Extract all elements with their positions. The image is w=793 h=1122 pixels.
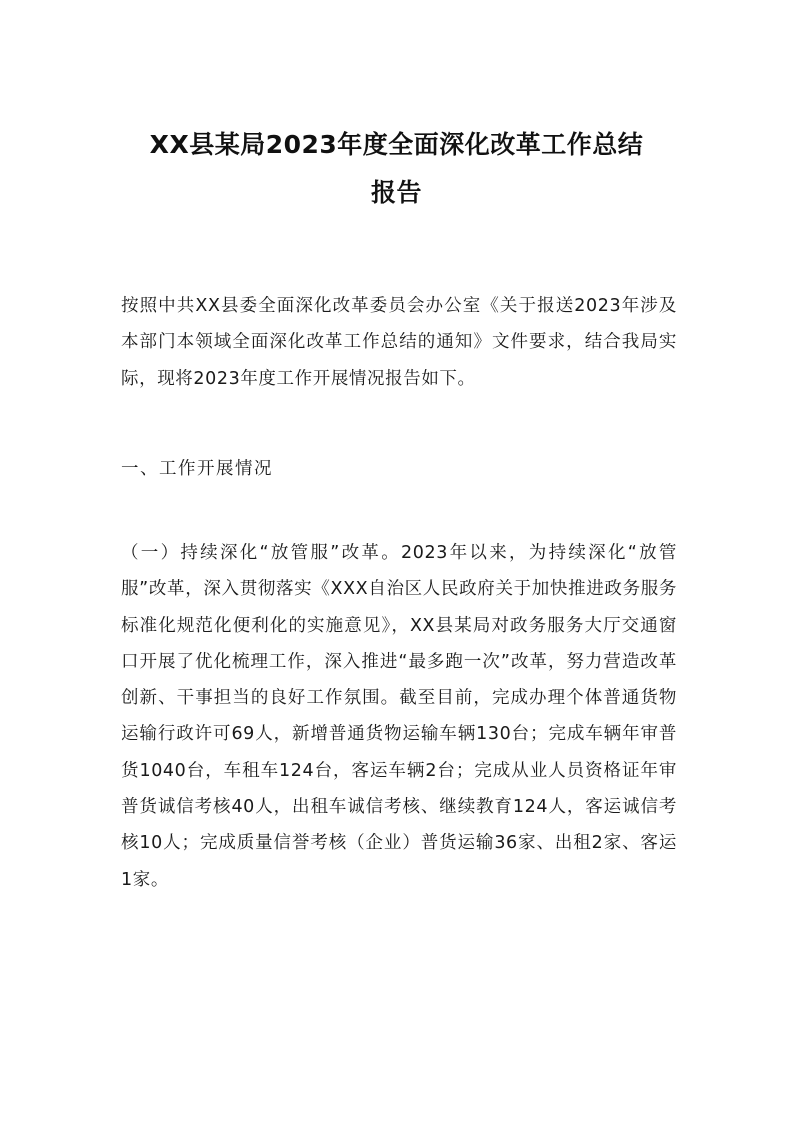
intro-paragraph: 按照中共XX县委全面深化改革委员会办公室《关于报送2023年涉及本部门本领域全面深化改革工作总结的通知》文件要求，结合我局实际，现将2023年度工作开展情况报告如下。 <box>121 296 677 389</box>
document-title-line-2: 报告 <box>370 178 422 207</box>
document-title-line-1: XX县某局2023年度全面深化改革工作总结 <box>149 130 644 159</box>
section-heading: 一、工作开展情况 <box>121 459 273 479</box>
section-1-paragraph: （一）持续深化“放管服”改革。2023年以来，为持续深化“放管服”改革，深入贯彻落实《XXX自治区人民政府关于加快推进政务服务标准化规范化便利化的实施意见》，XX县某局对政务服务大厅交通窗口开展了优化梳理工作，深入推进“最多跑一次”改革，努力营造改革创新、干事担当的良好工作氛围。截至目前，完成办理个体普通货物运输行政许可69人，新增普通货物运输车辆130台；完成车辆年审普货1040台，车租车124台，客运车辆2台；完成从业人员资格证年审普货诚信考核40人，出租车诚信考核、继续教育124人，客运诚信考核10人；完成质量信誉考核（企业）普货运输36家、出租2家、客运1家。 <box>121 543 677 890</box>
